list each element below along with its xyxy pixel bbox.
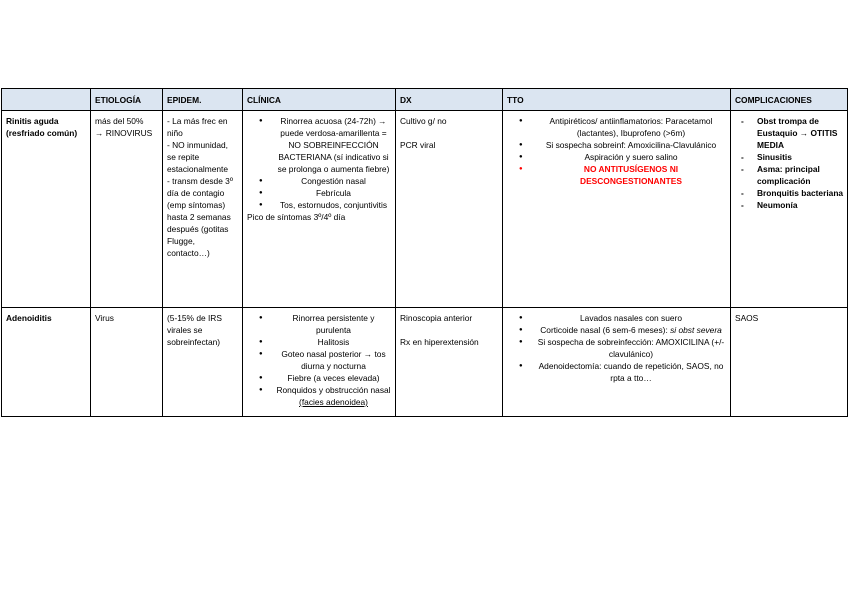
clinica-list [247, 312, 392, 408]
header-etiologia: ETIOLOGÍA [91, 89, 163, 111]
list-item: - Bronquitis bacteriana [735, 187, 844, 199]
clinica-note: Pico de síntomas 3º/4º día [247, 212, 346, 222]
tto-list [507, 115, 727, 187]
facies-adenoidea-text: (facies adenoidea) [299, 397, 368, 407]
list-item: ● Si sospecha sobreinf: Amoxicilina-Clavulánico [507, 139, 727, 151]
table-row [2, 111, 848, 308]
list-item: - Obst trompa de Eustaquio → OTITIS MEDIA [735, 115, 844, 151]
list-item: ● Aspiración y suero salino [507, 151, 727, 163]
etiologia-cell: Virus [91, 308, 163, 417]
tto-cell [503, 308, 731, 417]
epidem-line: - transm desde 3º día de contagio (emp síntomas) hasta 2 semanas después (gotitas Flugge, contacto…) [167, 176, 233, 258]
list-item: ● Adenoidectomía: cuando de repetición, SAOS, no rpta a tto… [507, 360, 727, 384]
etiologia-line: más del 50% [95, 116, 144, 126]
epidem-line: - La más frec en niño [167, 116, 228, 138]
dx-line: Rx en hiperextensión [400, 337, 479, 347]
epidem-cell: (5-15% de IRS virales se sobreinfectan) [163, 308, 243, 417]
header-empty [2, 89, 91, 111]
epidem-line: - NO inmunidad, se repite estacionalmente [167, 140, 228, 174]
complicaciones-cell [731, 111, 848, 308]
header-dx: DX [396, 89, 503, 111]
list-item: ● Congestión nasal [247, 175, 392, 187]
clinica-list [247, 115, 392, 211]
list-item: ● Antipiréticos/ antiinflamatorios: Paracetamol (lactantes), Ibuprofeno (>6m) [507, 115, 727, 139]
header-complicaciones: COMPLICACIONES [731, 89, 848, 111]
dx-cell [396, 111, 503, 308]
list-item: ● Febrícula [247, 187, 392, 199]
clinical-table [1, 88, 848, 417]
list-item: - Asma: principal complicación [735, 163, 844, 187]
list-item: ● Fiebre (a veces elevada) [247, 372, 392, 384]
complicaciones-cell: SAOS [731, 308, 848, 417]
dx-line: Rinoscopia anterior [400, 313, 473, 323]
list-item: ● Tos, estornudos, conjuntivitis [247, 199, 392, 211]
clinica-cell [243, 308, 396, 417]
list-item: ● Rinorrea persistente y purulenta [247, 312, 392, 336]
list-item: ● Goteo nasal posterior → tos diurna y nocturna [247, 348, 392, 372]
header-tto: TTO [503, 89, 731, 111]
dx-cell [396, 308, 503, 417]
header-epidem: EPIDEM. [163, 89, 243, 111]
etiologia-cell [91, 111, 163, 308]
tto-list [507, 312, 727, 384]
epidem-cell [163, 111, 243, 308]
warning-item: ● NO ANTITUSÍGENOS NI DESCONGESTIONANTES [507, 163, 727, 187]
table-row [2, 308, 848, 417]
clinica-last-text: Ronquidos y obstrucción nasal [276, 385, 391, 395]
cortico-text: Corticoide nasal (6 sem-6 meses): [540, 325, 668, 335]
list-item [507, 324, 727, 336]
list-item: - Neumonía [735, 199, 844, 211]
list-item: ● Halitosis [247, 336, 392, 348]
list-item: ● Si sospecha de sobreinfección: AMOXICILINA (+/- clavulánico) [507, 336, 727, 360]
dx-line: Cultivo g/ no [400, 116, 447, 126]
list-item [247, 384, 392, 408]
list-item: - Sinusitis [735, 151, 844, 163]
header-clinica: CLÍNICA [243, 89, 396, 111]
list-item: ● Rinorrea acuosa (24-72h) → puede verdosa-amarillenta = NO SOBREINFECCIÓN BACTERIANA (sí indicativo si se prolonga o aumenta fiebre) [247, 115, 392, 175]
tto-cell [503, 111, 731, 308]
clinica-cell [243, 111, 396, 308]
row-title: Rinitis aguda (resfriado común) [2, 111, 91, 308]
header-row [2, 89, 848, 111]
list-item: ● Lavados nasales con suero [507, 312, 727, 324]
row-title: Adenoiditis [2, 308, 91, 417]
dx-line: PCR viral [400, 140, 436, 150]
etiologia-line: → RINOVIRUS [95, 128, 153, 138]
complicaciones-list [735, 115, 844, 211]
cortico-italic: si obst severa [670, 325, 722, 335]
